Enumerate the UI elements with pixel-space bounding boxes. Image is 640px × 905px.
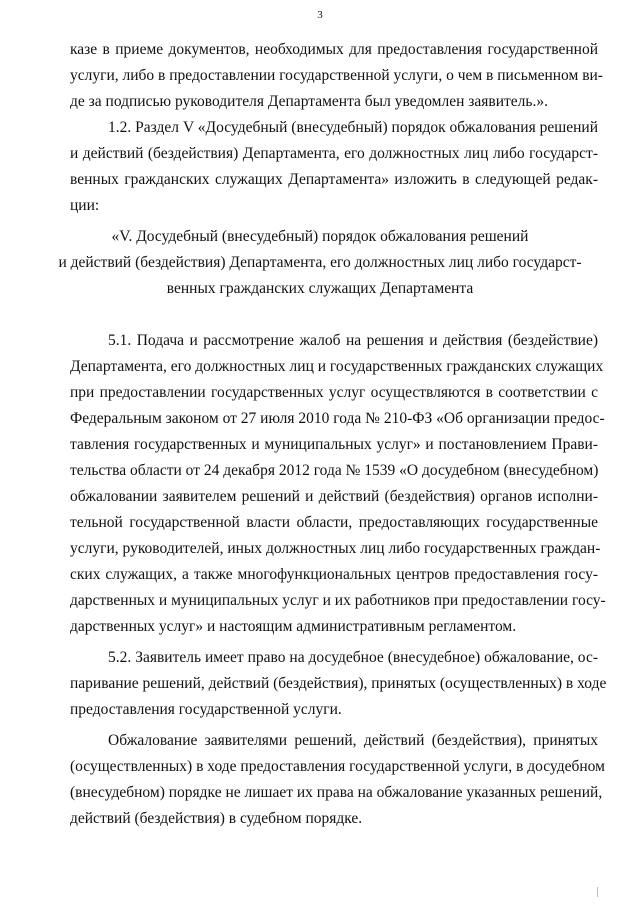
text-line: де за подписью руководителя Департамента был уведомлен заявитель.».	[70, 93, 548, 110]
page-number: 3	[317, 9, 323, 21]
text-line: 5.1. Подача и рассмотрение жалоб на решения и действия (бездействие)	[108, 332, 598, 349]
text-line: венных гражданских служащих Департамента» изложить в следующей редак-	[70, 171, 598, 188]
text-line: Департамента, его должностных лиц и государственных гражданских служащих	[70, 358, 604, 375]
text-line: ции:	[70, 197, 100, 214]
text-line: тельной государственной власти области, предоставляющих государственные	[70, 514, 598, 531]
text-line: обжаловании заявителем решений и действий (бездействия) органов исполни-	[70, 488, 598, 505]
text-line: казе в приеме документов, необходимых для предоставления государственной	[70, 41, 598, 58]
text-line: паривание решений, действий (бездействия), принятых (осуществленных) в ходе	[70, 675, 607, 692]
section-heading-line: и действий (бездействия) Департамента, его должностных лиц либо государст-	[58, 254, 582, 271]
text-line: при предоставлении государственных услуг осуществляются в соответствии с	[70, 384, 598, 401]
text-line: ских служащих, а также многофункциональных центров предоставления госу-	[70, 566, 598, 583]
text-line: действий (бездействия) в судебном порядке.	[70, 810, 363, 827]
text-line: услуги, либо в предоставлении государственной услуги, о чем в письменном ви-	[70, 67, 603, 84]
section-heading-line: венных гражданских служащих Департамента	[166, 280, 474, 297]
text-line: 5.2. Заявитель имеет право на досудебное (внесудебное) обжалование, ос-	[108, 649, 598, 666]
section-heading-line: «V. Досудебный (внесудебный) порядок обжалования решений	[111, 228, 529, 245]
text-line: и действий (бездействия) Департамента, его должностных лиц либо государст-	[70, 145, 598, 162]
text-line: 1.2. Раздел V «Досудебный (внесудебный) порядок обжалования решений	[108, 119, 598, 136]
text-line: Федеральным законом от 27 июля 2010 года № 210-ФЗ «Об организации предос-	[70, 410, 605, 427]
text-line: дарственных услуг» и настоящим административным регламентом.	[70, 618, 517, 635]
text-line: (внесудебном) порядке не лишает их права на обжалование указанных решений,	[70, 784, 603, 801]
text-line: (осуществленных) в ходе предоставления государственной услуги, в досудебном	[70, 758, 605, 775]
text-line: Обжалование заявителями решений, действий (бездействия), принятых	[108, 732, 598, 749]
text-line: услуги, руководителей, иных должностных лиц либо государственных граждан-	[70, 540, 601, 557]
text-line: тавления государственных и муниципальных услуг» и постановлением Прави-	[70, 436, 598, 453]
margin-mark	[597, 887, 598, 897]
text-line: предоставления государственной услуги.	[70, 701, 342, 718]
text-line: дарственных и муниципальных услуг и их работников при предоставлении госу-	[70, 592, 606, 609]
text-line: тельства области от 24 декабря 2012 года № 1539 «О досудебном (внесудебном)	[70, 462, 599, 479]
